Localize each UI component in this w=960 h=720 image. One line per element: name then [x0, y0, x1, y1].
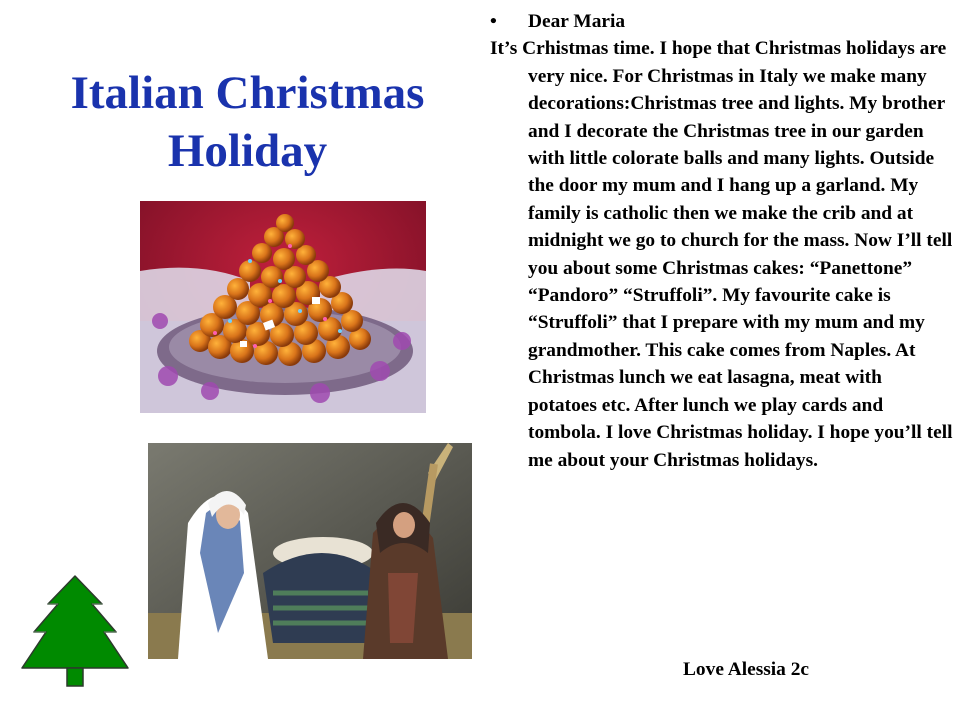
struffoli-cake-photo: [140, 201, 426, 413]
signature: Love Alessia 2c: [683, 659, 810, 680]
page-title: [20, 64, 475, 180]
letter-body: It’s Crhistmas time. I hope that Christmas holidays are very nice. For Christmas in Italy we make many decorations:Christmas tree and lights. My brother and I decorate the Christmas tree in our garden with little colorate balls and many lights. Outside the door my mum and I hang up a garland. My family is catholic then we make the crib and at midnight we go to church for the mass. Now I’ll tell you about some Christmas cakes: “Panettone” “Pandoro” “Struffoli”. My favourite cake is “Struffoli” that I prepare with my mum and my grandmother. This cake comes from Naples. At Christmas lunch we eat lasagna, meat with potatoes etc. After lunch we play cards and tombola. I love Christmas holiday. I hope you’ll tell me about your Christmas holidays.: [490, 38, 953, 471]
title-line-2: Holiday: [167, 125, 328, 177]
salutation-line: [490, 8, 955, 35]
bullet-icon: •: [490, 11, 497, 32]
salutation: Dear Maria: [528, 11, 626, 32]
nativity-scene-photo: [148, 443, 472, 659]
letter-text: [490, 8, 955, 474]
title-line-1: Italian Christmas: [70, 67, 425, 119]
christmas-tree-icon: [20, 574, 130, 689]
